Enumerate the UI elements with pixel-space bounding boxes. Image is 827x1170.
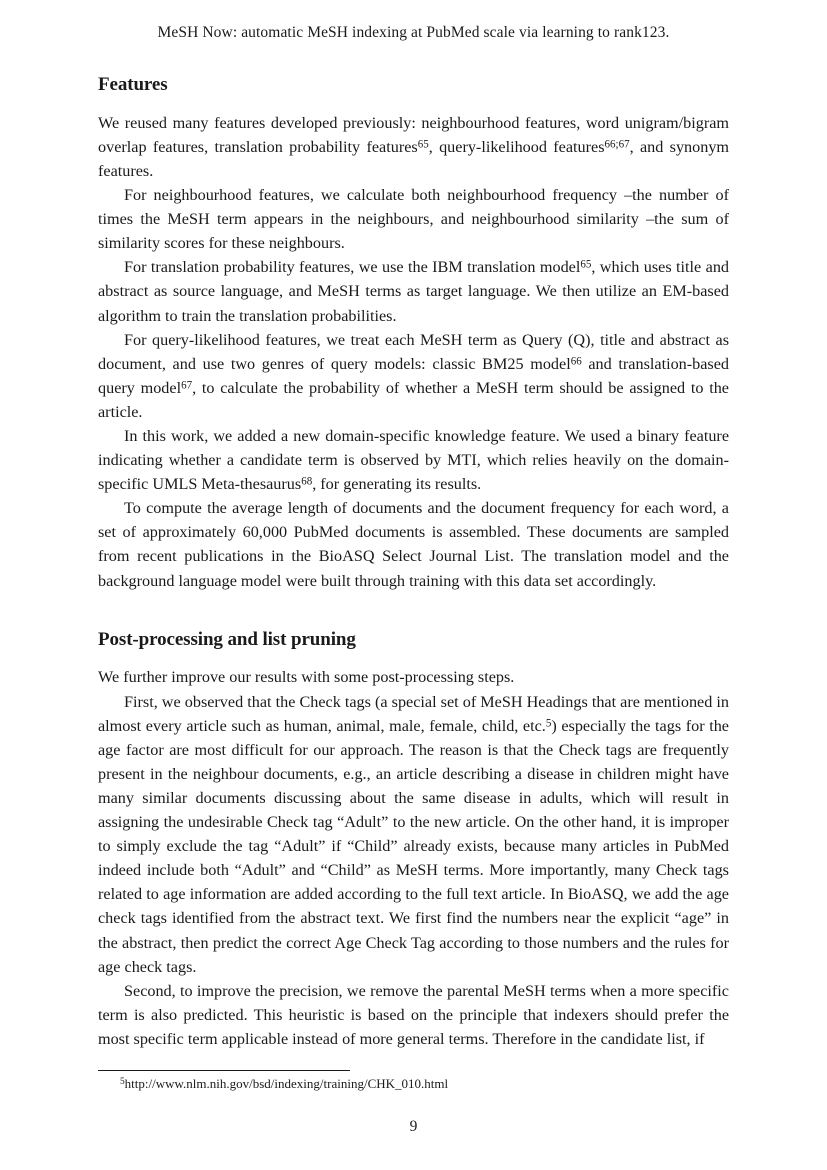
citation-superscript: 5 [545,717,552,730]
body-paragraph [98,255,729,327]
footnote-marker: 5 [120,1076,125,1087]
paragraph-text-run: First, we observed that the Check tags (a special set of MeSH Headings that are mentioned in almost every article such as human, animal, male, female, child, etc. [98,692,729,735]
running-header: MeSH Now: automatic MeSH indexing at PubMed scale via learning to rank123. [157,24,670,41]
paragraph-text-run: In this work, we added a new domain-specific knowledge feature. We used a binary feature indicating whether a candidate term is observed by MTI, which relies heavily on the domain-specific UMLS Meta-thesaurus [98,427,729,494]
paragraph-text-run: , and synonym features. [98,137,730,180]
citation-superscript: 65 [580,258,592,271]
paragraph-text-run: For query-likelihood features, we treat each MeSH term as Query (Q), title and abstract as document, and use two genres of query models: classic BM25 model [98,330,729,373]
paragraph-text-run: , which uses title and abstract as source language, and MeSH terms as target language. We then utilize an EM-based algorithm to train the translation probabilities. [98,258,730,325]
paragraph-text-run: and translation-based query model [98,354,730,397]
citation-superscript: 65 [417,138,429,151]
body-paragraph [98,183,729,255]
paragraph-text-run: Second, to improve the precision, we remove the parental MeSH terms when a more specific term is also predicted. This heuristic is based on the principle that indexers should prefer the most specific term applicable instead of more general terms. Therefore in the candidate list, if [98,981,729,1048]
body-paragraph [98,496,729,592]
page-number: 9 [409,1118,418,1135]
paragraph-text-run: For translation probability features, we use the IBM translation model [124,258,581,277]
section-heading: Features [98,74,168,95]
paragraph-text-run: , to calculate the probability of whether a MeSH term should be assigned to the article. [98,378,729,421]
citation-superscript: 68 [301,475,313,488]
body-paragraph [98,979,729,1051]
paragraph-text-run: We further improve our results with some post-processing steps. [98,668,515,687]
body-paragraph [98,424,729,496]
paragraph-text-run: For neighbourhood features, we calculate both neighbourhood frequency –the number of times the MeSH term appears in the neighbours, and neighbourhood similarity –the sum of similarity scores for these neighbours. [98,186,729,253]
body-paragraph [98,665,729,689]
page-content [98,74,729,1051]
paragraph-text-run: To compute the average length of documents and the document frequency for each word, a set of approximately 60,000 PubMed documents is assembled. These documents are sampled from recent publications in the BioASQ Select Journal List. The translation model and the background language model were built through training with this data set accordingly. [98,499,729,590]
paragraph-text-run: ) especially the tags for the age factor are most difficult for our approach. The reason is that the Check tags are frequently present in the neighbour documents, e.g., an article describing a disease in children might have many similar documents discussing about the same disease in adults, which will result in assigning the undesirable Check tag “Adult” to the new article. On the other hand, it is improper to simply exclude the tag “Adult” if “Child” already exists, because many articles in PubMed indeed include both “Adult” and “Child” as MeSH terms. More importantly, many Check tags related to age information are added according to the full text article. In BioASQ, we add the age check tags identified from the abstract text. We first find the numbers near the explicit “age” in the abstract, then predict the correct Age Check Tag according to those numbers and the rules for age check tags. [98,716,729,976]
citation-superscript: 66 [570,355,582,368]
footnote-area [98,1070,729,1092]
body-paragraph [98,111,729,183]
footnote-url: http://www.nlm.nih.gov/bsd/indexing/training/CHK_010.html [124,1076,449,1091]
paragraph-text-run: , for generating its results. [312,475,482,494]
paragraph-text-run: , query-likelihood features [428,137,605,156]
citation-superscript: 66;67 [604,138,630,151]
body-paragraph [98,328,729,424]
body-paragraph [98,690,729,979]
footnote-entry [98,1076,729,1092]
paragraph-text-run: We reused many features developed previously: neighbourhood features, word unigram/bigram overlap features, translation probability features [98,113,729,156]
footnote-separator-rule [98,1070,350,1071]
section-heading: Post-processing and list pruning [98,628,356,650]
sections-container [98,74,729,1051]
citation-superscript: 67 [181,379,193,392]
